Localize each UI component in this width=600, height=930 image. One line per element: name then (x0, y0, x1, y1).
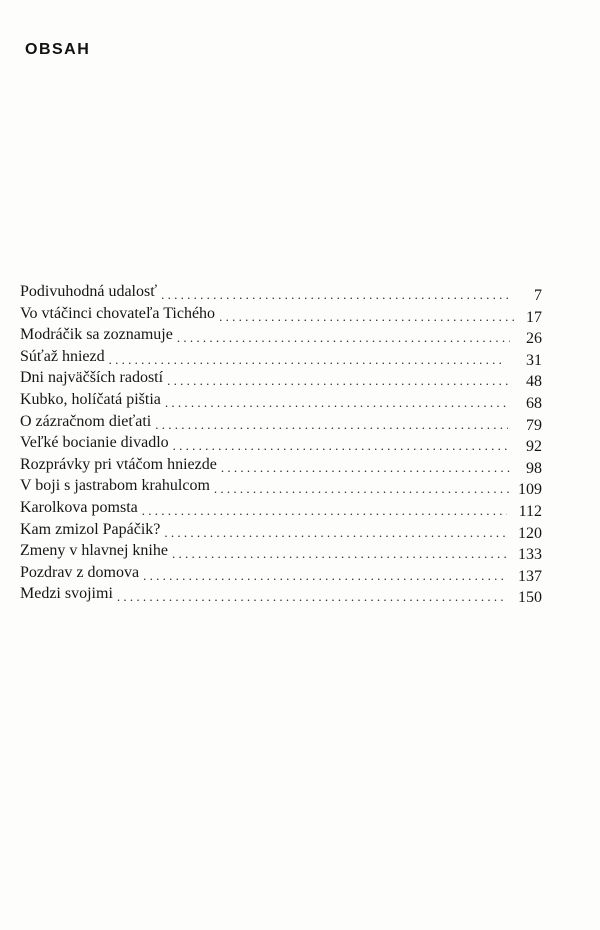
toc-leader-dots (143, 568, 507, 584)
toc-entry-title: Dni najväčších radostí (20, 369, 164, 387)
toc-entry-page: 137 (518, 567, 542, 585)
toc-entry-page: 68 (526, 394, 542, 412)
toc-entry-title: V boji s jastrabom krahulcom (20, 477, 210, 495)
toc-leader-dots (142, 503, 507, 519)
toc-entry-title: Pozdrav z domova (20, 563, 140, 581)
toc-leader-dots (167, 373, 509, 389)
toc-entry (20, 564, 542, 586)
toc-entry (20, 369, 542, 391)
toc-entry (20, 477, 542, 499)
toc-leader-dots (117, 589, 505, 605)
toc-leader-dots (161, 287, 509, 303)
toc-entry-page: 112 (518, 502, 542, 520)
toc-entry (20, 456, 542, 478)
toc-entry-title: Vo vtáčinci chovateľa Tichého (20, 304, 216, 322)
toc-entry-title: Karolkova pomsta (20, 498, 138, 516)
toc-entry (20, 434, 542, 456)
table-of-contents (20, 283, 542, 607)
toc-leader-dots (214, 481, 513, 497)
toc-entry (20, 521, 542, 543)
toc-entry (20, 283, 542, 305)
toc-leader-dots (173, 438, 510, 454)
toc-entry (20, 391, 542, 413)
toc-entry-page: 92 (526, 438, 542, 456)
toc-entry-title: Kam zmizol Papáčik? (20, 520, 161, 538)
toc-leader-dots (165, 395, 509, 411)
toc-entry-title: Zmeny v hlavnej knihe (20, 542, 168, 560)
toc-entry-page: 109 (518, 481, 542, 499)
toc-entry-page: 26 (526, 330, 542, 348)
toc-entry-title: O zázračnom dieťati (20, 412, 152, 430)
toc-entry-page: 31 (526, 351, 542, 369)
page-title: OBSAH (25, 41, 91, 58)
toc-entry-title: Modráčik sa zoznamuje (20, 326, 173, 344)
toc-entry-page: 17 (526, 308, 542, 326)
toc-entry (20, 326, 542, 348)
toc-entry-title: Kubko, holíčatá pištia (20, 390, 161, 408)
toc-entry (20, 413, 542, 435)
toc-entry-title: Medzi svojimi (20, 585, 113, 603)
toc-leader-dots (172, 546, 510, 562)
toc-entry (20, 348, 542, 370)
toc-entry-page: 150 (518, 589, 542, 607)
toc-entry-page: 133 (518, 546, 542, 564)
toc-entry-page: 7 (534, 287, 542, 304)
toc-entry-title: Súťaž hniezd (20, 347, 105, 365)
toc-leader-dots (109, 352, 504, 368)
toc-leader-dots (219, 309, 514, 325)
toc-leader-dots (177, 330, 510, 346)
toc-entry-title: Podivuhodná udalosť (20, 283, 158, 300)
toc-entry-page: 48 (526, 373, 542, 391)
toc-leader-dots (155, 417, 508, 433)
toc-entry-page: 79 (526, 416, 542, 434)
toc-entry-title: Veľké bocianie divadlo (20, 434, 169, 452)
toc-entry-page: 120 (518, 524, 542, 542)
toc-entry-page: 98 (526, 459, 542, 477)
toc-entry-title: Rozprávky pri vtáčom hniezde (20, 455, 217, 473)
toc-entry (20, 305, 542, 327)
toc-leader-dots (164, 525, 509, 541)
toc-entry (20, 499, 542, 521)
toc-entry (20, 585, 542, 607)
toc-leader-dots (221, 460, 514, 476)
toc-entry (20, 542, 542, 564)
